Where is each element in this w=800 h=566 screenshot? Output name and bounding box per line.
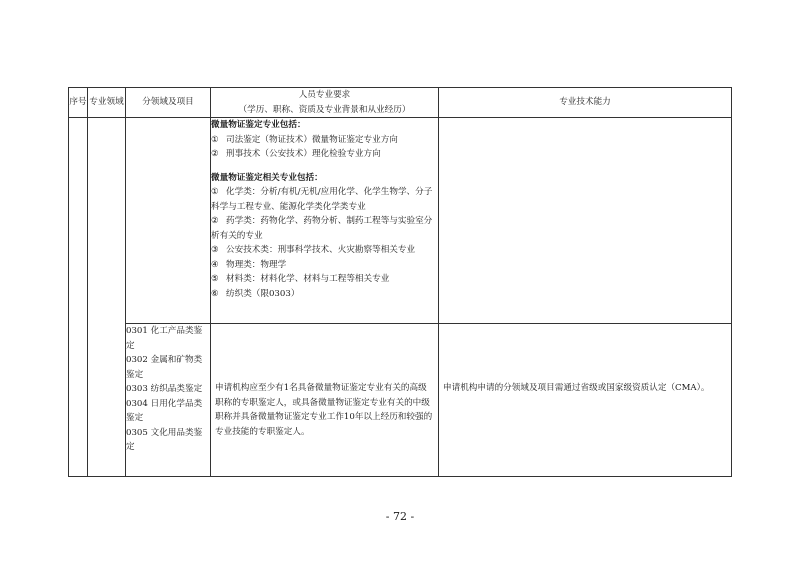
- subdomain-item: 0302 金属和矿物类鉴定: [126, 355, 203, 380]
- qualification-heading-1: 微量物证鉴定专业包括：: [211, 120, 306, 130]
- professional-field-cell: [88, 118, 126, 477]
- qualification-list2-item: ⑥ 纺织类（限0303）: [211, 288, 300, 299]
- header-subdomain: 分领域及项目: [126, 88, 211, 118]
- capability-cell-empty: [439, 118, 732, 324]
- qualification-list2-item: ② 药学类：药物化学、药物分析、制药工程等与实验室分析有关的专业: [211, 216, 433, 241]
- requirement-cell: [211, 324, 439, 477]
- subdomain-items-cell: [126, 324, 211, 477]
- capability-cell: [439, 324, 732, 477]
- qualification-list2-item: ⑤ 材料类：材料化学、材料与工程等相关专业: [211, 274, 390, 284]
- header-personnel-requirements: [211, 88, 439, 118]
- subdomain-cell-empty: [126, 118, 211, 324]
- table-row-subdomains: [69, 324, 732, 477]
- capability-text: 申请机构申请的分领域及项目需通过省级或国家级资质认定（CMA）。: [443, 383, 710, 393]
- subdomain-item: 0304 日用化学品类鉴定: [126, 398, 203, 423]
- header-row: [69, 88, 732, 118]
- subdomain-item: 0303 纺织品类鉴定: [126, 384, 203, 394]
- page-number: - 72 -: [385, 510, 415, 523]
- header-technical-capability: 专业技术能力: [439, 88, 732, 118]
- serial-no-cell: [69, 118, 88, 477]
- qualification-list2-item: ④ 物理类：物理学: [211, 259, 287, 270]
- qualification-cell: [211, 118, 439, 324]
- requirement-text: 申请机构应至少有1名具备微量物证鉴定专业有关的高级职称的专职鉴定人，或具备微量物证鉴定专业有关的中级职称并具备微量物证鉴定专业工作10年以上经历和较强的专业技能的专职鉴定人。: [215, 383, 433, 437]
- requirements-table: [68, 87, 732, 477]
- table-row-qualification: [69, 118, 732, 324]
- subdomain-item: 0301 化工产品类鉴定: [126, 326, 203, 351]
- header-serial-no: 序号: [69, 88, 88, 118]
- qualification-list2-item: ① 化学类：分析/有机/无机/应用化学、化学生物学、分子科学与工程专业、能源化学类化学类专业: [211, 187, 433, 212]
- qualification-heading-2: 微量物证鉴定相关专业包括：: [211, 172, 323, 183]
- qualification-list1-item: ① 司法鉴定（物证技术）微量物证鉴定专业方向: [211, 134, 398, 145]
- qualification-list1-item: ② 刑事技术（公安技术）理化检验专业方向: [211, 149, 381, 159]
- subdomain-item: 0305 文化用品类鉴定: [126, 427, 203, 452]
- header-req-line1: 人员专业要求: [298, 90, 351, 100]
- header-professional-field: 专业领域: [88, 88, 126, 118]
- header-req-line2: （学历、职称、资质及专业背景和从业经历）: [238, 104, 411, 115]
- qualification-list2-item: ③ 公安技术类：刑事科学技术、火灾勘察等相关专业: [211, 245, 416, 255]
